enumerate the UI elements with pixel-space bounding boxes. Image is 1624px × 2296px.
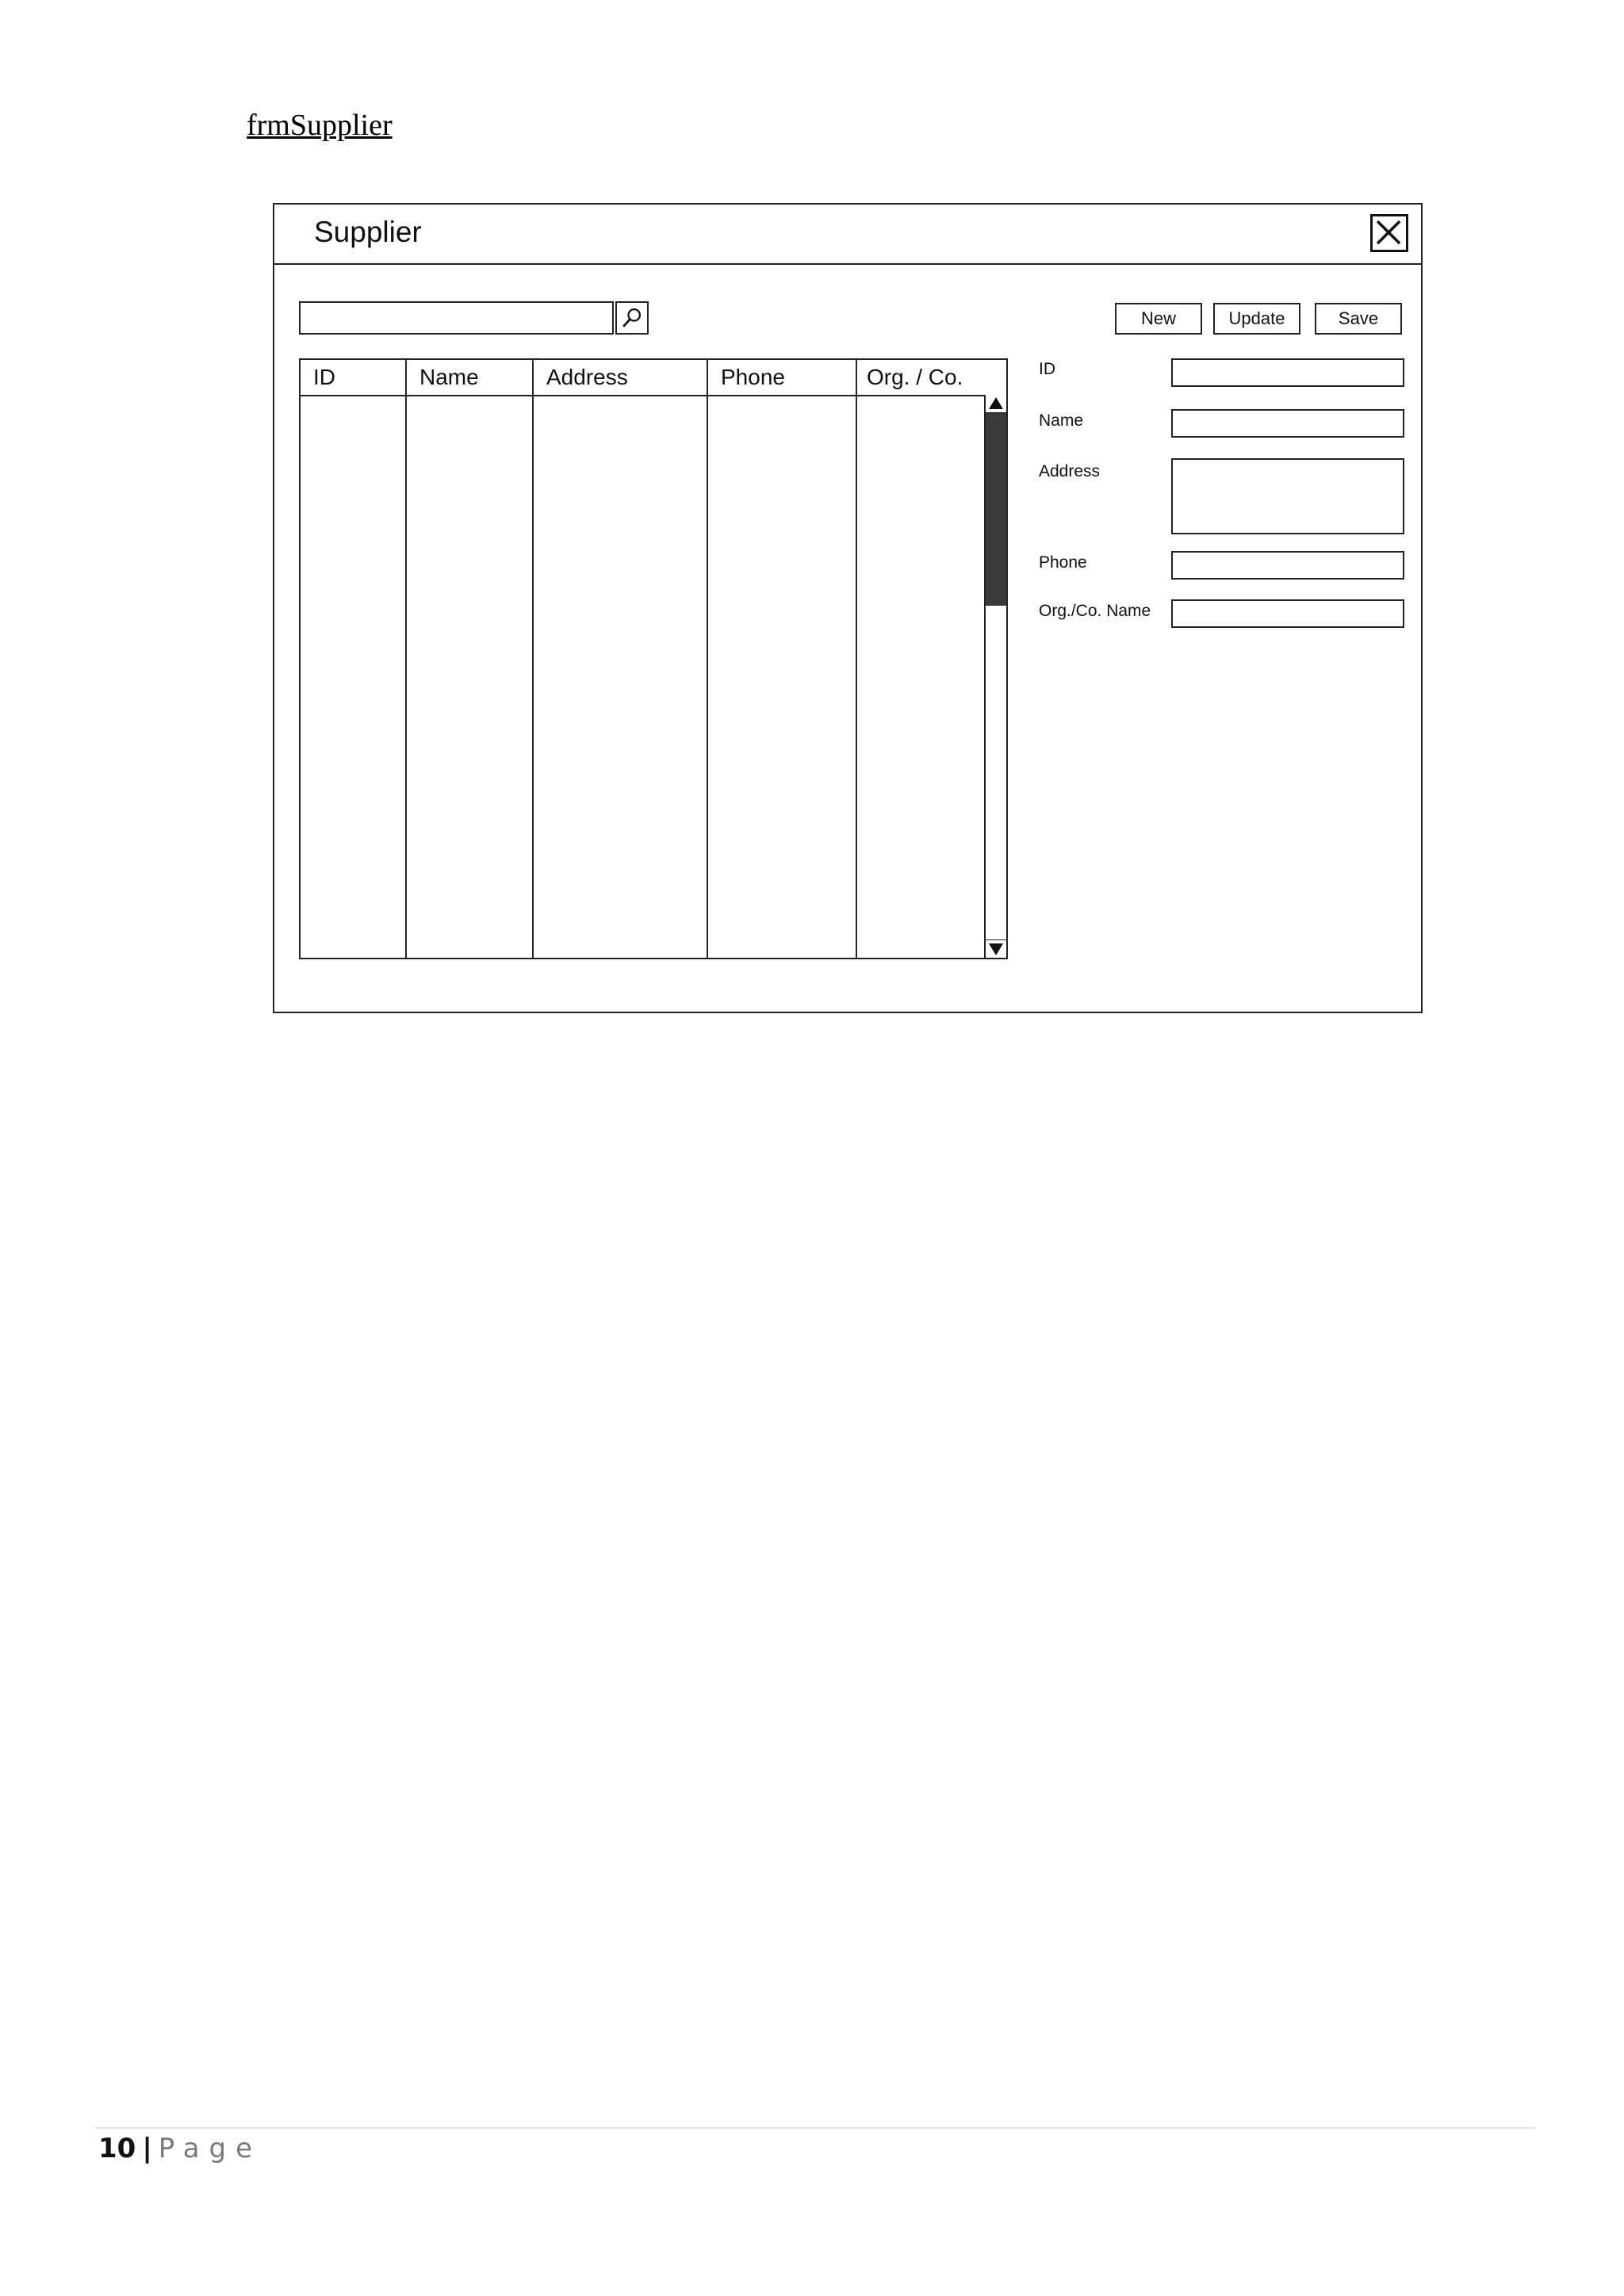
search-button[interactable]: [615, 301, 649, 335]
column-header-phone[interactable]: Phone: [721, 365, 785, 389]
document-heading: frmSupplier: [247, 109, 393, 142]
save-button[interactable]: Save: [1315, 303, 1402, 335]
supplier-window: [273, 203, 1423, 1013]
column-header-address[interactable]: Address: [546, 365, 628, 389]
page-word: Page: [158, 2133, 262, 2164]
address-label: Address: [1039, 462, 1101, 480]
title-bar: [274, 205, 1421, 265]
address-field[interactable]: [1171, 458, 1404, 534]
name-field[interactable]: [1171, 409, 1404, 438]
id-field[interactable]: [1171, 358, 1404, 387]
scroll-down-button[interactable]: [986, 939, 1006, 958]
triangle-up-icon: [986, 395, 1006, 412]
triangle-down-icon: [986, 940, 1006, 958]
phone-label: Phone: [1039, 553, 1087, 572]
window-title: Supplier: [314, 216, 422, 248]
scroll-thumb[interactable]: [986, 413, 1006, 606]
footer-divider: [95, 2127, 1535, 2129]
name-label: Name: [1039, 411, 1084, 430]
scroll-up-button[interactable]: [986, 395, 1006, 413]
column-header-id[interactable]: ID: [313, 365, 335, 389]
page-footer: [98, 2133, 262, 2164]
search-input[interactable]: [299, 301, 614, 335]
column-header-name[interactable]: Name: [419, 365, 479, 389]
column-header-org[interactable]: Org. / Co.: [867, 365, 963, 389]
phone-field[interactable]: [1171, 551, 1404, 580]
new-button[interactable]: New: [1115, 303, 1202, 335]
update-button[interactable]: Update: [1213, 303, 1300, 335]
supplier-table[interactable]: [299, 358, 1008, 959]
org-name-field[interactable]: [1171, 599, 1404, 628]
table-scrollbar[interactable]: [984, 395, 1006, 958]
column-divider: [405, 360, 407, 958]
search-icon: [617, 303, 647, 333]
column-divider: [856, 360, 857, 958]
close-button[interactable]: [1370, 214, 1408, 252]
id-label: ID: [1039, 360, 1055, 378]
org-name-label: Org./Co. Name: [1039, 602, 1151, 620]
page-separator: |: [142, 2133, 152, 2164]
column-divider: [532, 360, 534, 958]
close-icon: [1373, 216, 1406, 250]
column-divider: [707, 360, 708, 958]
page-number: 10: [98, 2133, 136, 2164]
